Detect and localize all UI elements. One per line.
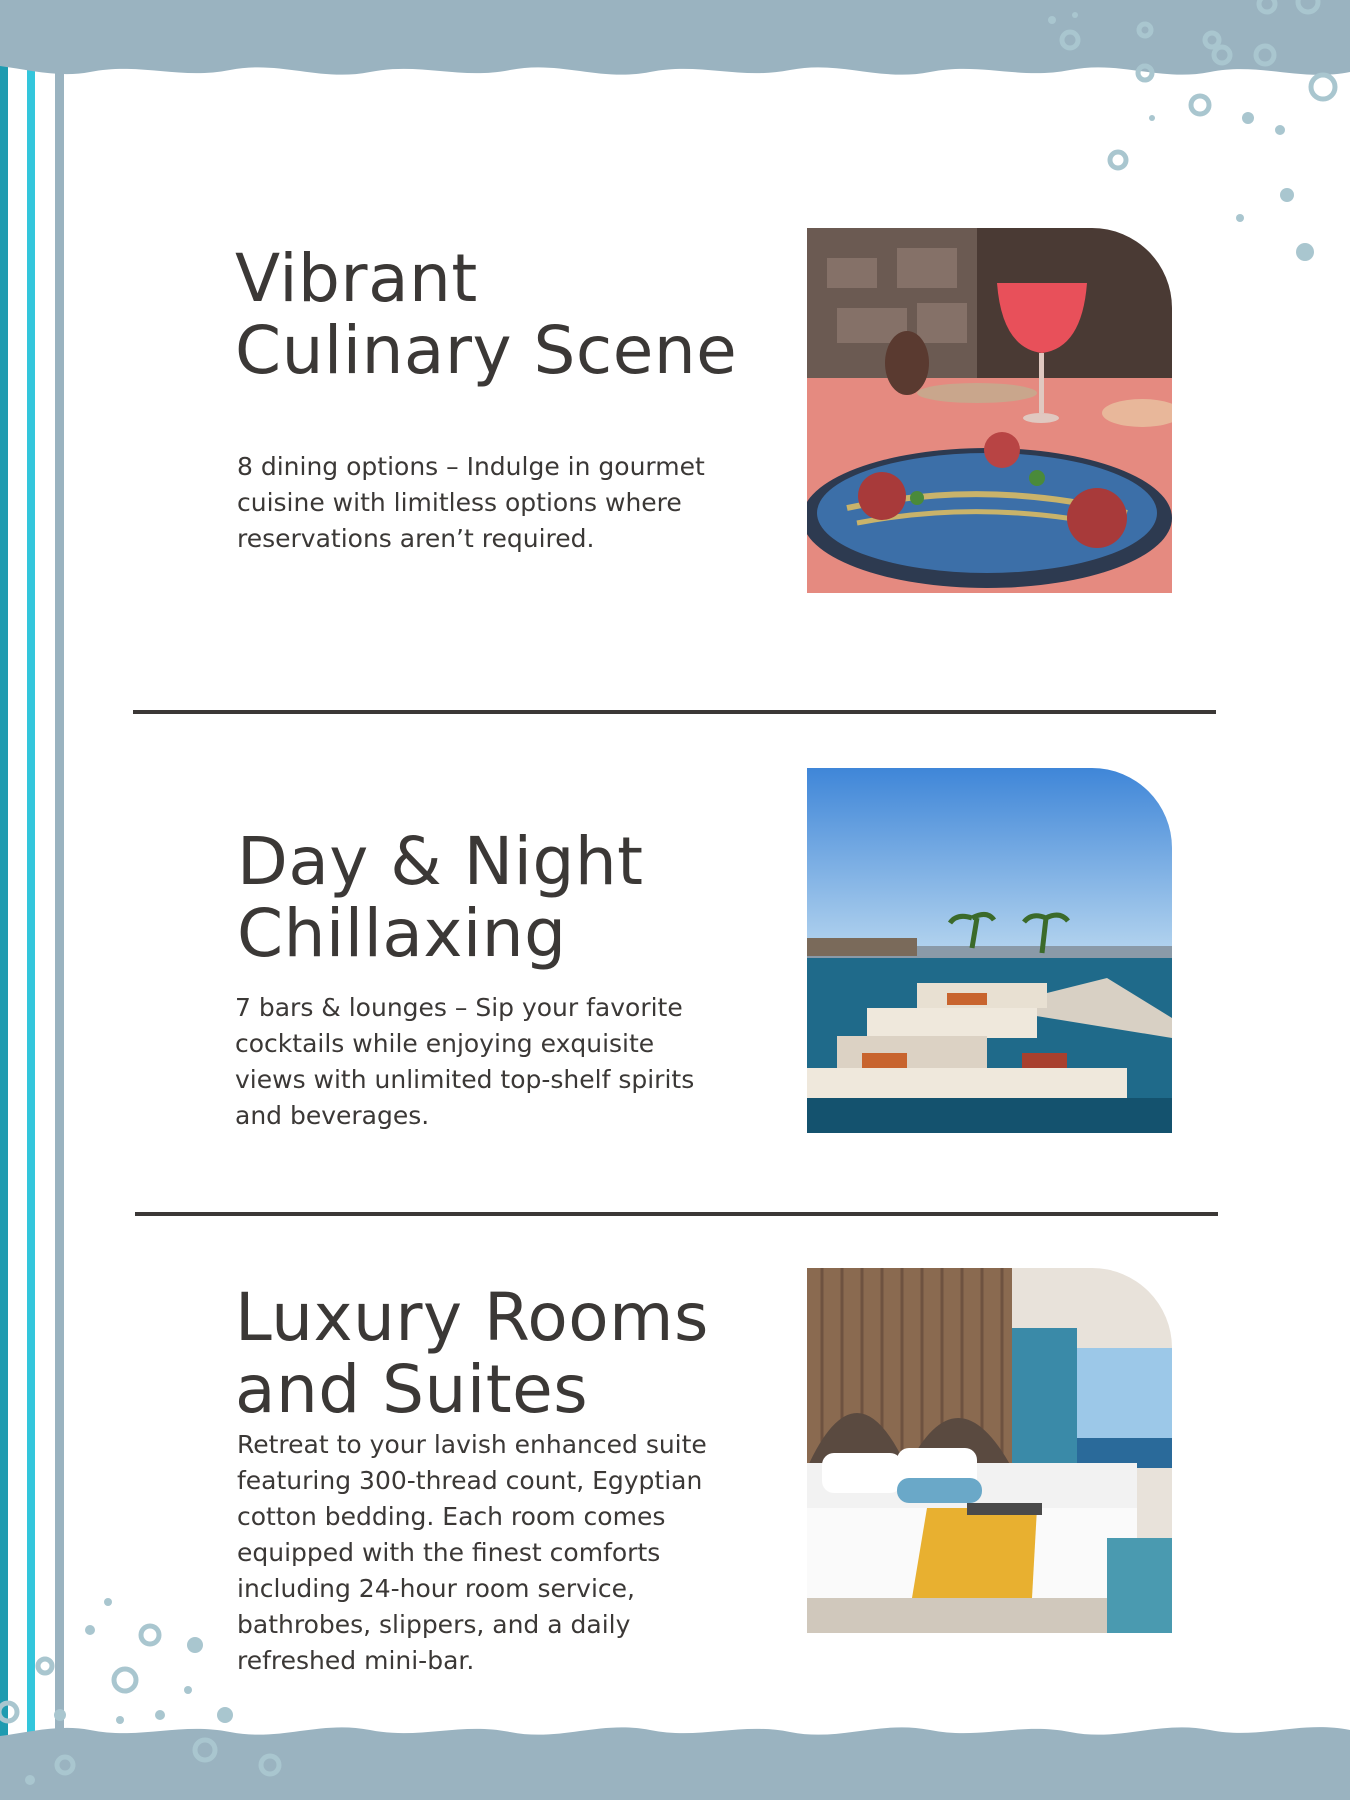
section-title-chillaxing: Day & Night Chillaxing xyxy=(237,823,644,972)
left-stripe-cyan xyxy=(27,0,35,1800)
left-stripe-teal xyxy=(0,0,8,1800)
left-stripe-gray xyxy=(55,0,64,1800)
section-title-luxury-rooms: Luxury Rooms and Suites xyxy=(235,1279,709,1428)
gourmet-dish-photo xyxy=(807,228,1172,593)
section-divider-2 xyxy=(135,1212,1218,1216)
hotel-suite-photo xyxy=(807,1268,1172,1633)
section-body-culinary: 8 dining options – Indulge in gourmet cuisine with limitless options where reservations aren’t required. xyxy=(237,452,705,553)
infinity-pool-photo xyxy=(807,768,1172,1133)
section-body-chillaxing: 7 bars & lounges – Sip your favorite cocktails while enjoying exquisite views with unlimited top-shelf spirits and beverages. xyxy=(235,993,695,1130)
section-title-culinary: Vibrant Culinary Scene xyxy=(235,240,738,389)
section-body-luxury-rooms: Retreat to your lavish enhanced suite featuring 300-thread count, Egyptian cotton bedding. Each room comes equipped with the finest comforts including 24-hour room service, bathrobes, slippers, and a daily refreshed mini-bar. xyxy=(237,1430,707,1675)
section-divider-1 xyxy=(133,710,1216,714)
